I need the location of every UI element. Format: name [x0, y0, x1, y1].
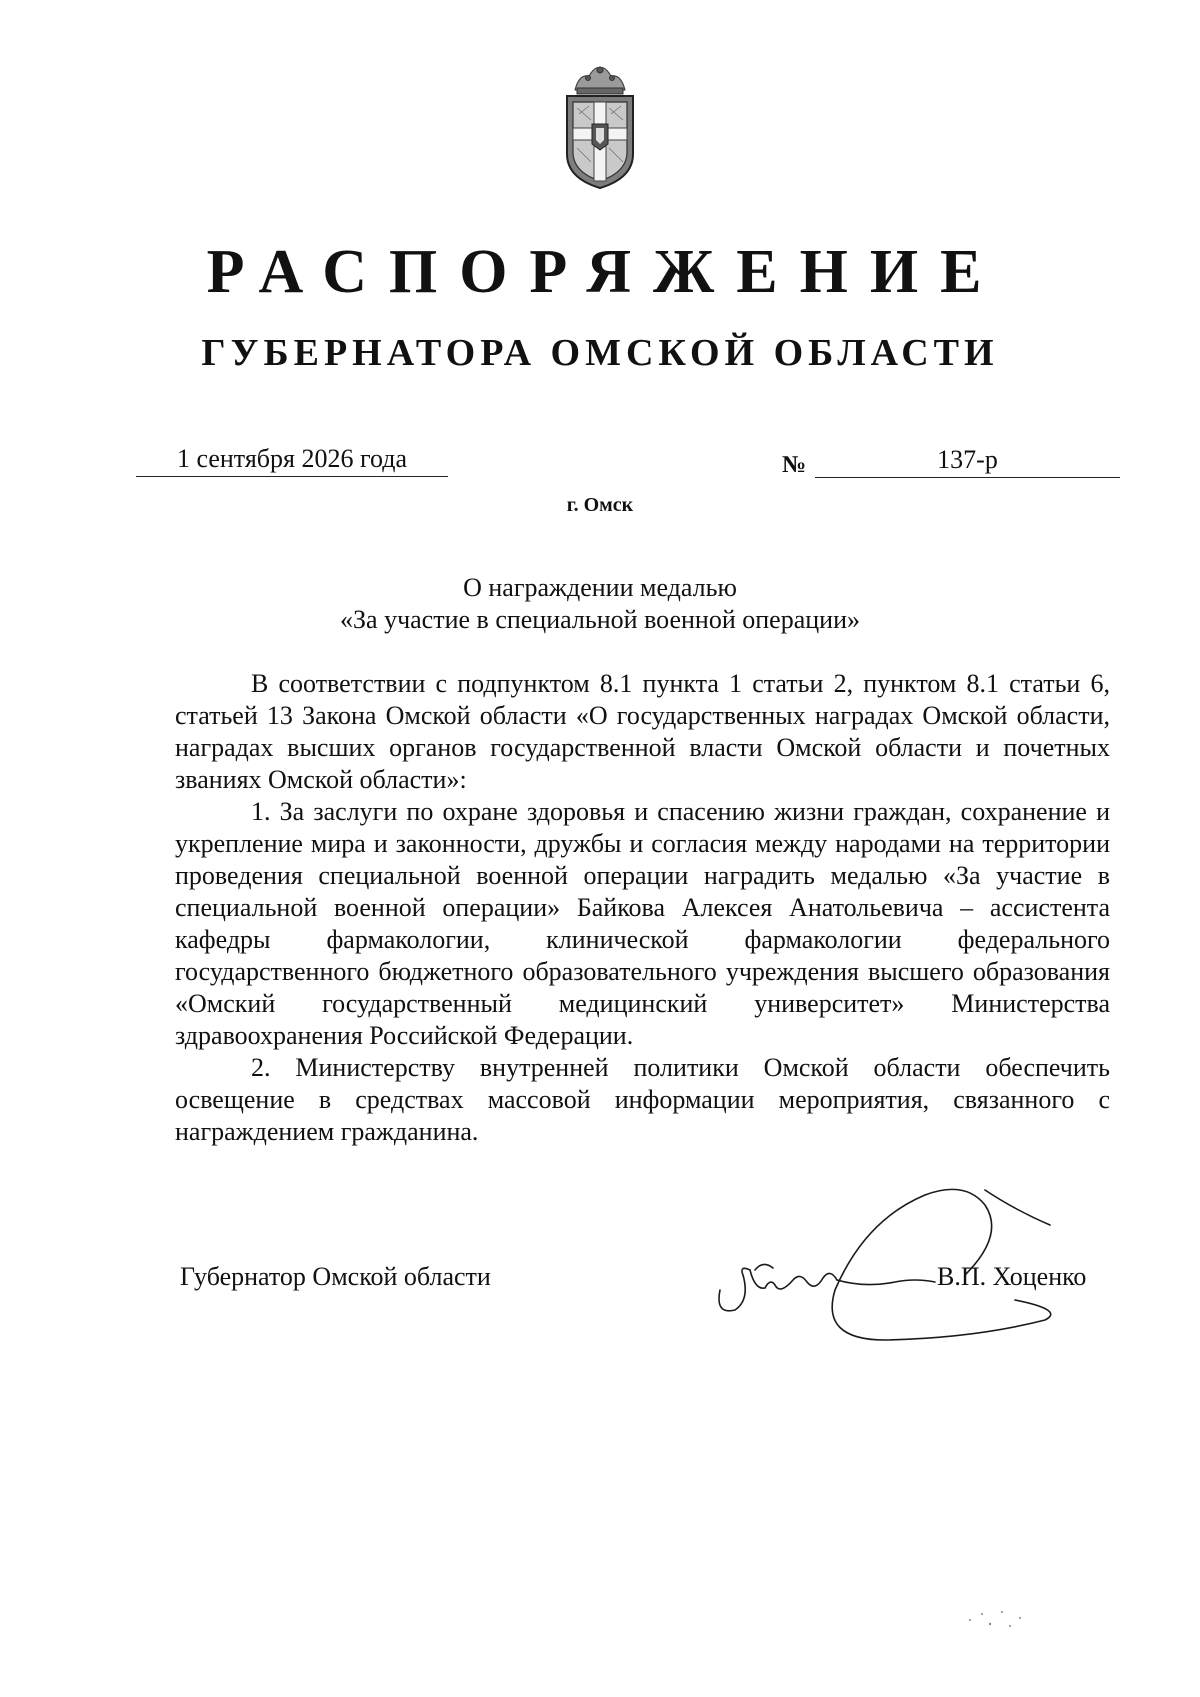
document-subtitle: ГУБЕРНАТОРА ОМСКОЙ ОБЛАСТИ: [201, 332, 999, 374]
body-intro: В соответствии с подпунктом 8.1 пункта 1 статьи 2, пунктом 8.1 статьи 6, статьей 13 Закона Омской области «О государственных наградах Омской области, наградах высших органов государственной власти Омской области и почетных званиях Омской области»:: [175, 669, 1110, 794]
signer-title: Губернатор Омской области: [180, 1262, 491, 1291]
document-title: РАСПОРЯЖЕНИЕ: [206, 238, 1004, 306]
document-city: г. Омск: [566, 494, 634, 516]
scan-specks: [960, 1600, 1040, 1640]
body-item-1: 1. За заслуги по охране здоровья и спасению жизни граждан, сохранение и укрепление мира и законности, дружбы и согласия между народами на территории проведения специальной военной операции наградить медалью «За участие в специальной военной операции» Байкова Алексея Анатольевича – ассистента кафедры фармакологии, клинической фармакологии федерального государственного бюджетного образовательного учреждения высшего образования «Омский государственный медицинский университет» Министерства здравоохранения Российской Федерации.: [175, 797, 1110, 1050]
body-item-2: 2. Министерству внутренней политики Омской области обеспечить освещение в средствах массовой информации мероприятия, связанного с награждением гражданина.: [175, 1053, 1110, 1146]
number-sign: №: [782, 452, 807, 478]
document-number: 137-р: [815, 443, 1120, 478]
document-heading: [0, 572, 1200, 636]
coat-of-arms-icon: [561, 62, 639, 192]
handwritten-signature: [715, 1150, 1115, 1350]
document-date: 1 сентября 2026 года: [136, 442, 448, 477]
document-body: [175, 668, 1110, 1148]
signer-name: В.П. Хоценко: [937, 1262, 1087, 1291]
heading-line-1: О награждении медалью: [463, 573, 737, 602]
heading-line-2: «За участие в специальной военной операции»: [340, 605, 860, 634]
